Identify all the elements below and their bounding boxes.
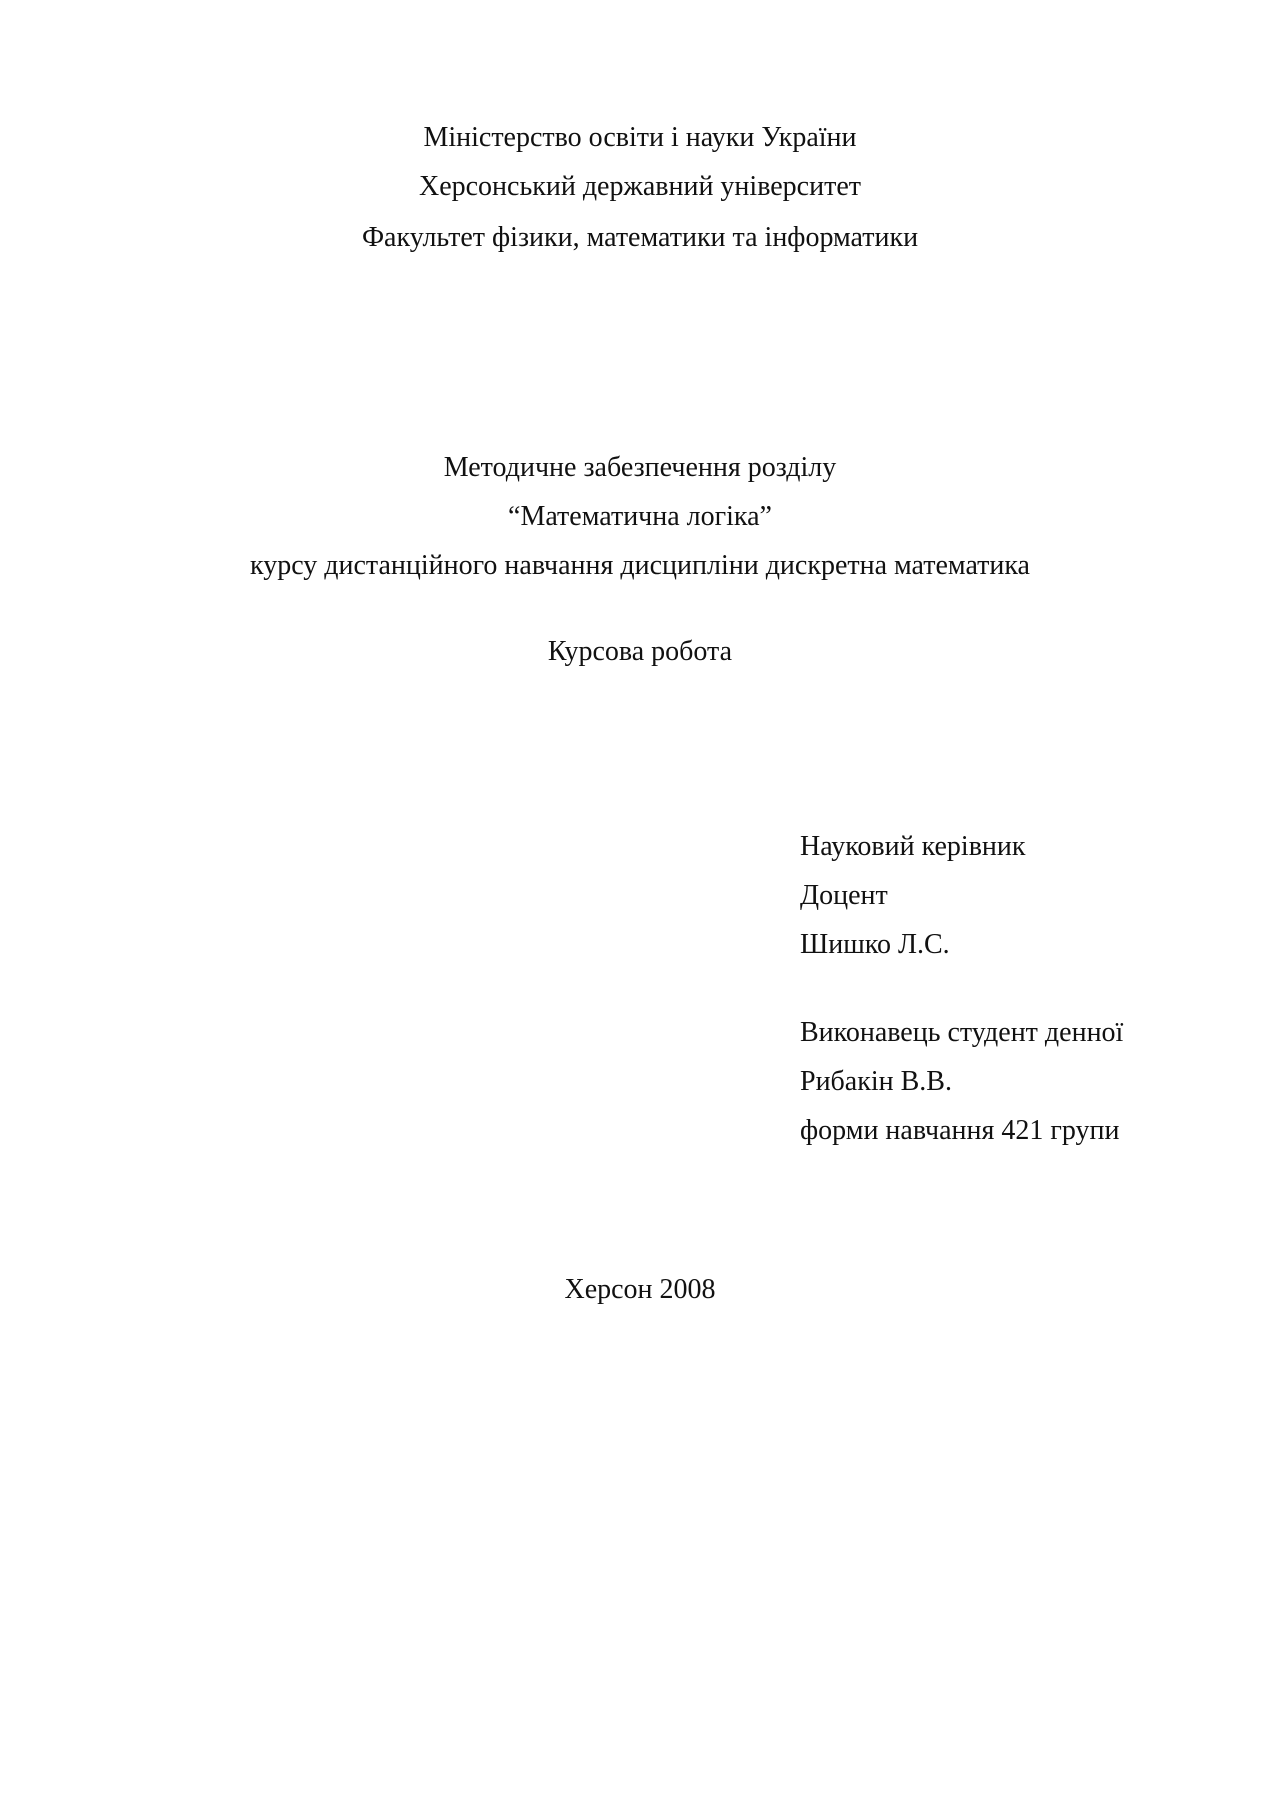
ministry-line: Міністерство освіти і науки України xyxy=(423,122,857,153)
author-line-1: Виконавець студент денної xyxy=(800,1017,1124,1048)
title-line-2: “Математична логіка” xyxy=(508,501,772,532)
city-year: Херсон 2008 xyxy=(564,1274,716,1305)
faculty-line: Факультет фізики, математики та інформатики xyxy=(361,222,919,253)
supervisor-rank: Доцент xyxy=(800,880,888,911)
title-line-1: Методичне забезпечення розділу xyxy=(443,452,837,483)
author-line-3: форми навчання 421 групи xyxy=(800,1115,1120,1146)
work-type: Курсова робота xyxy=(547,636,733,667)
university-line: Херсонський державний університет xyxy=(418,171,861,202)
title-line-3: курсу дистанційного навчання дисципліни дискретна математика xyxy=(250,550,1030,581)
author-name: Рибакін В.В. xyxy=(800,1066,952,1097)
supervisor-label: Науковий керівник xyxy=(800,831,1026,862)
supervisor-name: Шишко Л.С. xyxy=(800,929,950,960)
